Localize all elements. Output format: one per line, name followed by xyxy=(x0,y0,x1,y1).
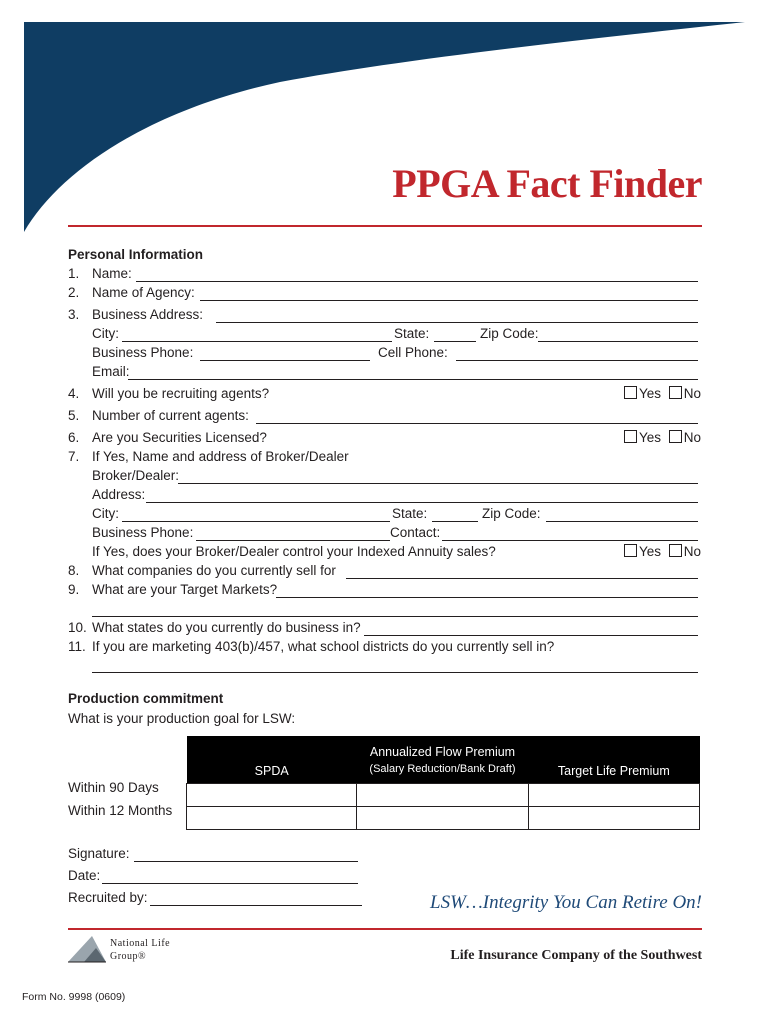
bd-city-label: City: xyxy=(92,506,119,521)
no-label: No xyxy=(683,430,702,445)
bd-zip-field[interactable] xyxy=(546,521,698,522)
target-life-12-cell[interactable] xyxy=(528,807,699,830)
q11-label: If you are marketing 403(b)/457, what school districts do you currently sell in? xyxy=(92,639,555,654)
recruited-label: Recruited by: xyxy=(68,890,148,905)
email-label: Email: xyxy=(92,364,130,379)
q4-number: 4. xyxy=(68,386,80,401)
signature-field[interactable] xyxy=(134,861,358,862)
bd-control-yes-checkbox[interactable] xyxy=(624,544,637,557)
school-districts-field[interactable] xyxy=(92,672,698,673)
city-field[interactable] xyxy=(122,341,392,342)
bd-address-field[interactable] xyxy=(146,502,698,503)
target-life-90-cell[interactable] xyxy=(528,784,699,807)
col-target-life: Target Life Premium xyxy=(528,736,699,784)
q10-number: 10. xyxy=(68,620,87,635)
bd-phone-field[interactable] xyxy=(196,540,390,541)
bd-zip-label: Zip Code: xyxy=(482,506,541,521)
current-agents-field[interactable] xyxy=(256,423,698,424)
q10-label: What states do you currently do business in? xyxy=(92,620,361,635)
spda-12-cell[interactable] xyxy=(187,807,357,830)
title-rule xyxy=(68,225,702,227)
table-row xyxy=(187,784,700,807)
companies-field[interactable] xyxy=(346,578,698,579)
state-field[interactable] xyxy=(434,341,476,342)
business-phone-field[interactable] xyxy=(200,360,370,361)
q2-label: Name of Agency: xyxy=(92,285,195,300)
bd-city-field[interactable] xyxy=(122,521,390,522)
securities-no-checkbox[interactable] xyxy=(669,430,682,443)
q11-number: 11. xyxy=(68,639,86,654)
col-annualized-sub: (Salary Reduction/Bank Draft) xyxy=(369,762,516,775)
q8-label: What companies do you currently sell for xyxy=(92,563,336,578)
table-row xyxy=(187,807,700,830)
col-annualized-title: Annualized Flow Premium xyxy=(369,744,516,759)
date-field[interactable] xyxy=(102,883,358,884)
row-label-12-months: Within 12 Months xyxy=(68,803,173,818)
slogan: LSW…Integrity You Can Retire On! xyxy=(430,892,702,913)
bd-contact-field[interactable] xyxy=(442,540,698,541)
bd-phone-label: Business Phone: xyxy=(92,525,194,540)
cell-phone-field[interactable] xyxy=(456,360,698,361)
states-field[interactable] xyxy=(364,635,698,636)
q1-label: Name: xyxy=(92,266,132,281)
signature-label: Signature: xyxy=(68,846,130,861)
annualized-12-cell[interactable] xyxy=(357,807,528,830)
target-markets-field-2[interactable] xyxy=(92,616,698,617)
business-address-field[interactable] xyxy=(216,322,698,323)
target-markets-field[interactable] xyxy=(276,597,698,598)
q7-label: If Yes, Name and address of Broker/Dealer xyxy=(92,449,349,464)
business-phone-label: Business Phone: xyxy=(92,345,194,360)
production-table xyxy=(186,736,700,830)
spda-90-cell[interactable] xyxy=(187,784,357,807)
q7-number: 7. xyxy=(68,449,80,464)
col-annualized xyxy=(357,736,528,784)
name-field[interactable] xyxy=(136,281,698,282)
q3-label: Business Address: xyxy=(92,307,204,322)
bd-control-no-checkbox[interactable] xyxy=(669,544,682,557)
recruiting-yes-no xyxy=(624,386,701,401)
logo-line-2: Group® xyxy=(110,951,147,962)
q4-label: Will you be recruiting agents? xyxy=(92,386,270,401)
recruiting-yes-checkbox[interactable] xyxy=(624,386,637,399)
production-question: What is your production goal for LSW: xyxy=(68,711,296,726)
form-number: Form No. 9998 (0609) xyxy=(22,991,126,1003)
annualized-90-cell[interactable] xyxy=(357,784,528,807)
q8-number: 8. xyxy=(68,563,80,578)
q1-number: 1. xyxy=(68,266,80,281)
securities-yes-checkbox[interactable] xyxy=(624,430,637,443)
yes-label: Yes xyxy=(639,430,662,445)
broker-label: Broker/Dealer: xyxy=(92,468,180,483)
row-label-90-days: Within 90 Days xyxy=(68,780,159,795)
bd-control-yes-no xyxy=(624,544,701,559)
q6-label: Are you Securities Licensed? xyxy=(92,430,267,445)
company-name: Life Insurance Company of the Southwest xyxy=(450,948,702,963)
city-label: City: xyxy=(92,326,119,341)
bd-address-label: Address: xyxy=(92,487,146,502)
bd-contact-label: Contact: xyxy=(390,525,441,540)
state-label: State: xyxy=(394,326,430,341)
bd-control-label: If Yes, does your Broker/Dealer control your Indexed Annuity sales? xyxy=(92,544,496,559)
recruited-field[interactable] xyxy=(150,905,362,906)
q3-number: 3. xyxy=(68,307,80,322)
zip-field[interactable] xyxy=(538,341,698,342)
bd-state-field[interactable] xyxy=(432,521,478,522)
col-spda: SPDA xyxy=(187,736,357,784)
no-label: No xyxy=(683,386,702,401)
national-life-logo-icon xyxy=(66,934,108,964)
q2-number: 2. xyxy=(68,285,80,300)
recruiting-no-checkbox[interactable] xyxy=(669,386,682,399)
q6-number: 6. xyxy=(68,430,80,445)
q5-label: Number of current agents: xyxy=(92,408,249,423)
securities-yes-no xyxy=(624,430,701,445)
no-label: No xyxy=(683,544,702,559)
agency-field[interactable] xyxy=(200,300,698,301)
logo-line-1: National Life xyxy=(110,938,171,949)
date-label: Date: xyxy=(68,868,101,883)
cell-phone-label: Cell Phone: xyxy=(378,345,448,360)
personal-heading: Personal Information xyxy=(68,247,204,262)
bd-state-label: State: xyxy=(392,506,428,521)
q9-label: What are your Target Markets? xyxy=(92,582,278,597)
broker-field[interactable] xyxy=(178,483,698,484)
page-title: PPGA Fact Finder xyxy=(392,161,702,206)
yes-label: Yes xyxy=(639,386,662,401)
email-field[interactable] xyxy=(128,379,698,380)
q5-number: 5. xyxy=(68,408,80,423)
production-heading: Production commitment xyxy=(68,691,224,706)
footer-rule xyxy=(68,928,702,930)
zip-label: Zip Code: xyxy=(480,326,539,341)
q9-number: 9. xyxy=(68,582,80,597)
yes-label: Yes xyxy=(639,544,662,559)
